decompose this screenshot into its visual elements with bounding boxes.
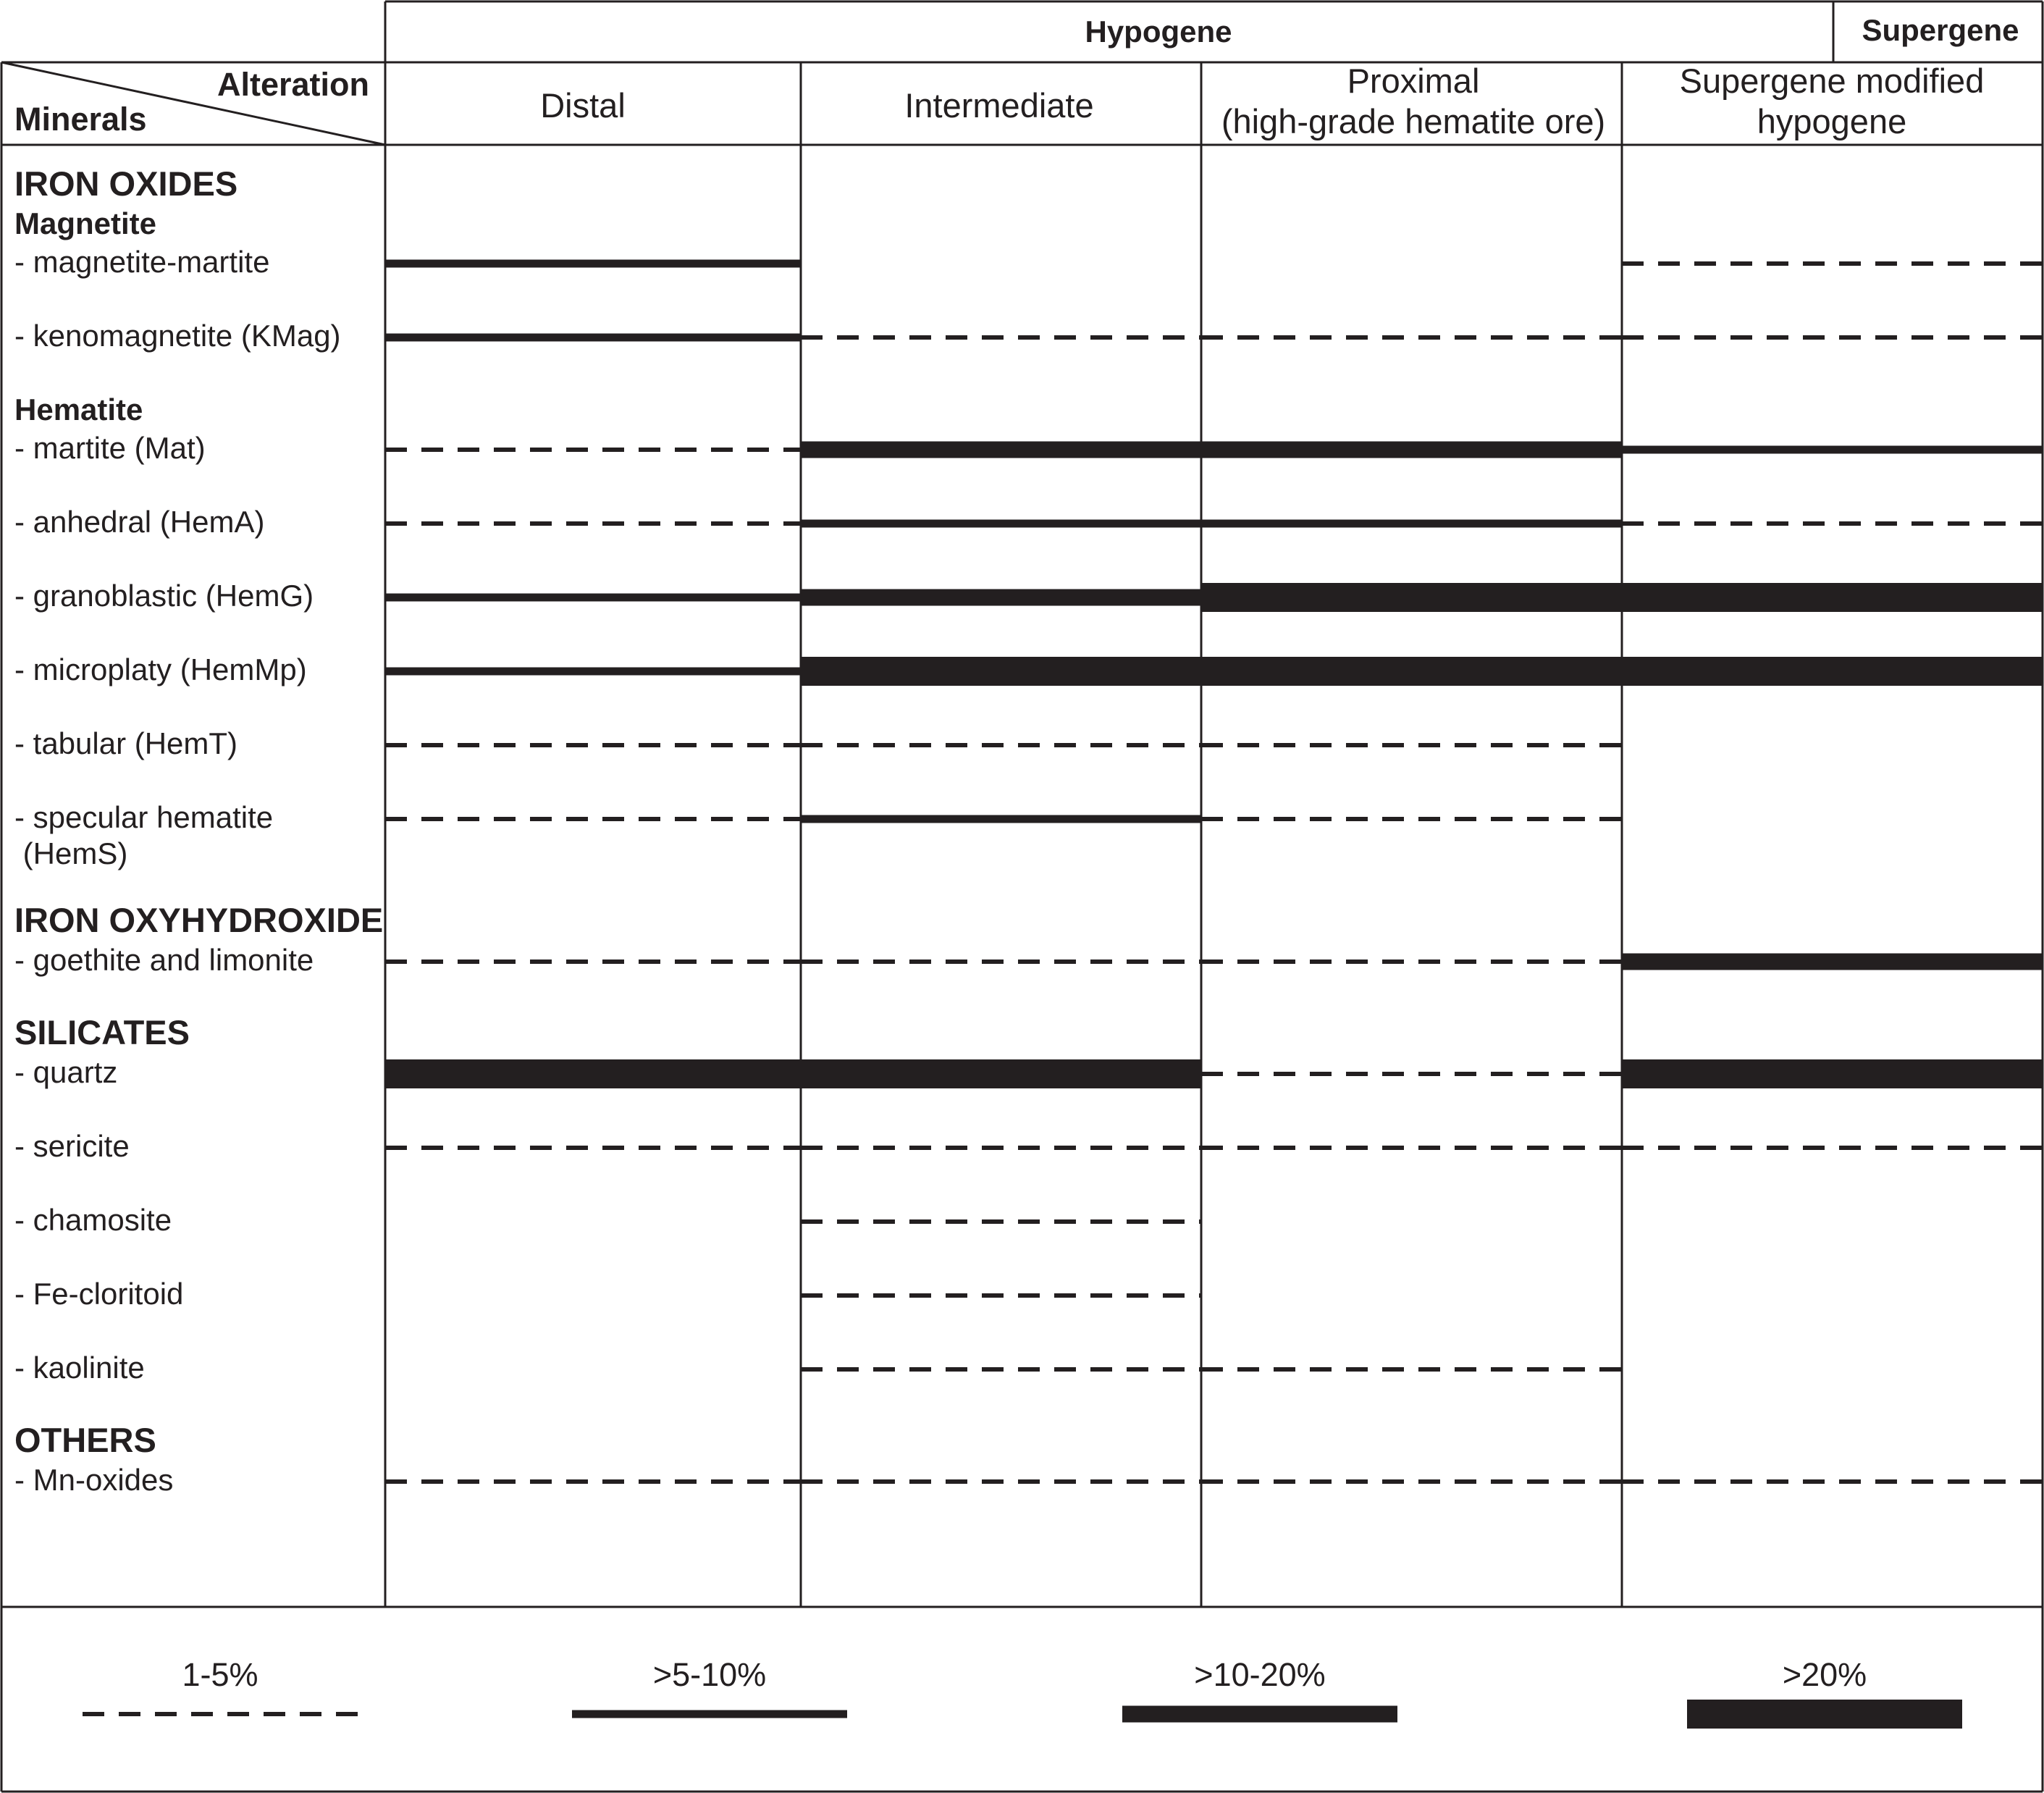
mineral-label: - tabular (HemT) [14,726,238,760]
category-label: SILICATES [14,1013,190,1051]
legend-label: >5-10% [652,1656,767,1693]
category-label: OTHERS [14,1421,156,1459]
legend-label: 1-5% [182,1656,258,1693]
mineral-label: - Fe-cloritoid [14,1277,184,1311]
mineral-label: - granoblastic (HemG) [14,579,314,613]
mineral-label: - goethite and limonite [14,943,314,977]
alteration-header: Alteration [216,66,369,103]
mineral-label: - microplaty (HemMp) [14,652,307,686]
category-label: IRON OXYHYDROXIDE [14,901,384,939]
column-header-text: Intermediate [904,86,1094,125]
mineral-label: - martite (Mat) [14,431,206,465]
supergene-header: Supergene [1862,13,2019,47]
column-header-text: Supergene modified [1679,62,1985,100]
hypogene-header: Hypogene [1085,14,1232,49]
mineral-label: - anhedral (HemA) [14,505,265,539]
mineral-label: - chamosite [14,1203,172,1237]
mineral-label: - kaolinite [14,1351,145,1385]
mineral-label: (HemS) [14,836,128,870]
legend-label: >10-20% [1194,1656,1326,1693]
legend-label: >20% [1782,1656,1867,1693]
mineral-label: - magnetite-martite [14,245,270,279]
minerals-header: Minerals [14,101,147,138]
column-header-text: (high-grade hematite ore) [1221,102,1606,140]
subcategory-label: Magnetite [14,206,157,240]
column-header-text: Distal [540,86,626,125]
mineral-label: - quartz [14,1055,118,1089]
column-header-text: Proximal [1347,62,1480,100]
mineral-label: - sericite [14,1129,130,1163]
mineral-label: - specular hematite [14,800,274,834]
mineral-label: - kenomagnetite (KMag) [14,319,341,353]
mineral-label: - Mn-oxides [14,1463,174,1497]
category-label: IRON OXIDES [14,164,238,203]
subcategory-label: Hematite [14,392,143,427]
column-header-text: hypogene [1757,102,1907,140]
